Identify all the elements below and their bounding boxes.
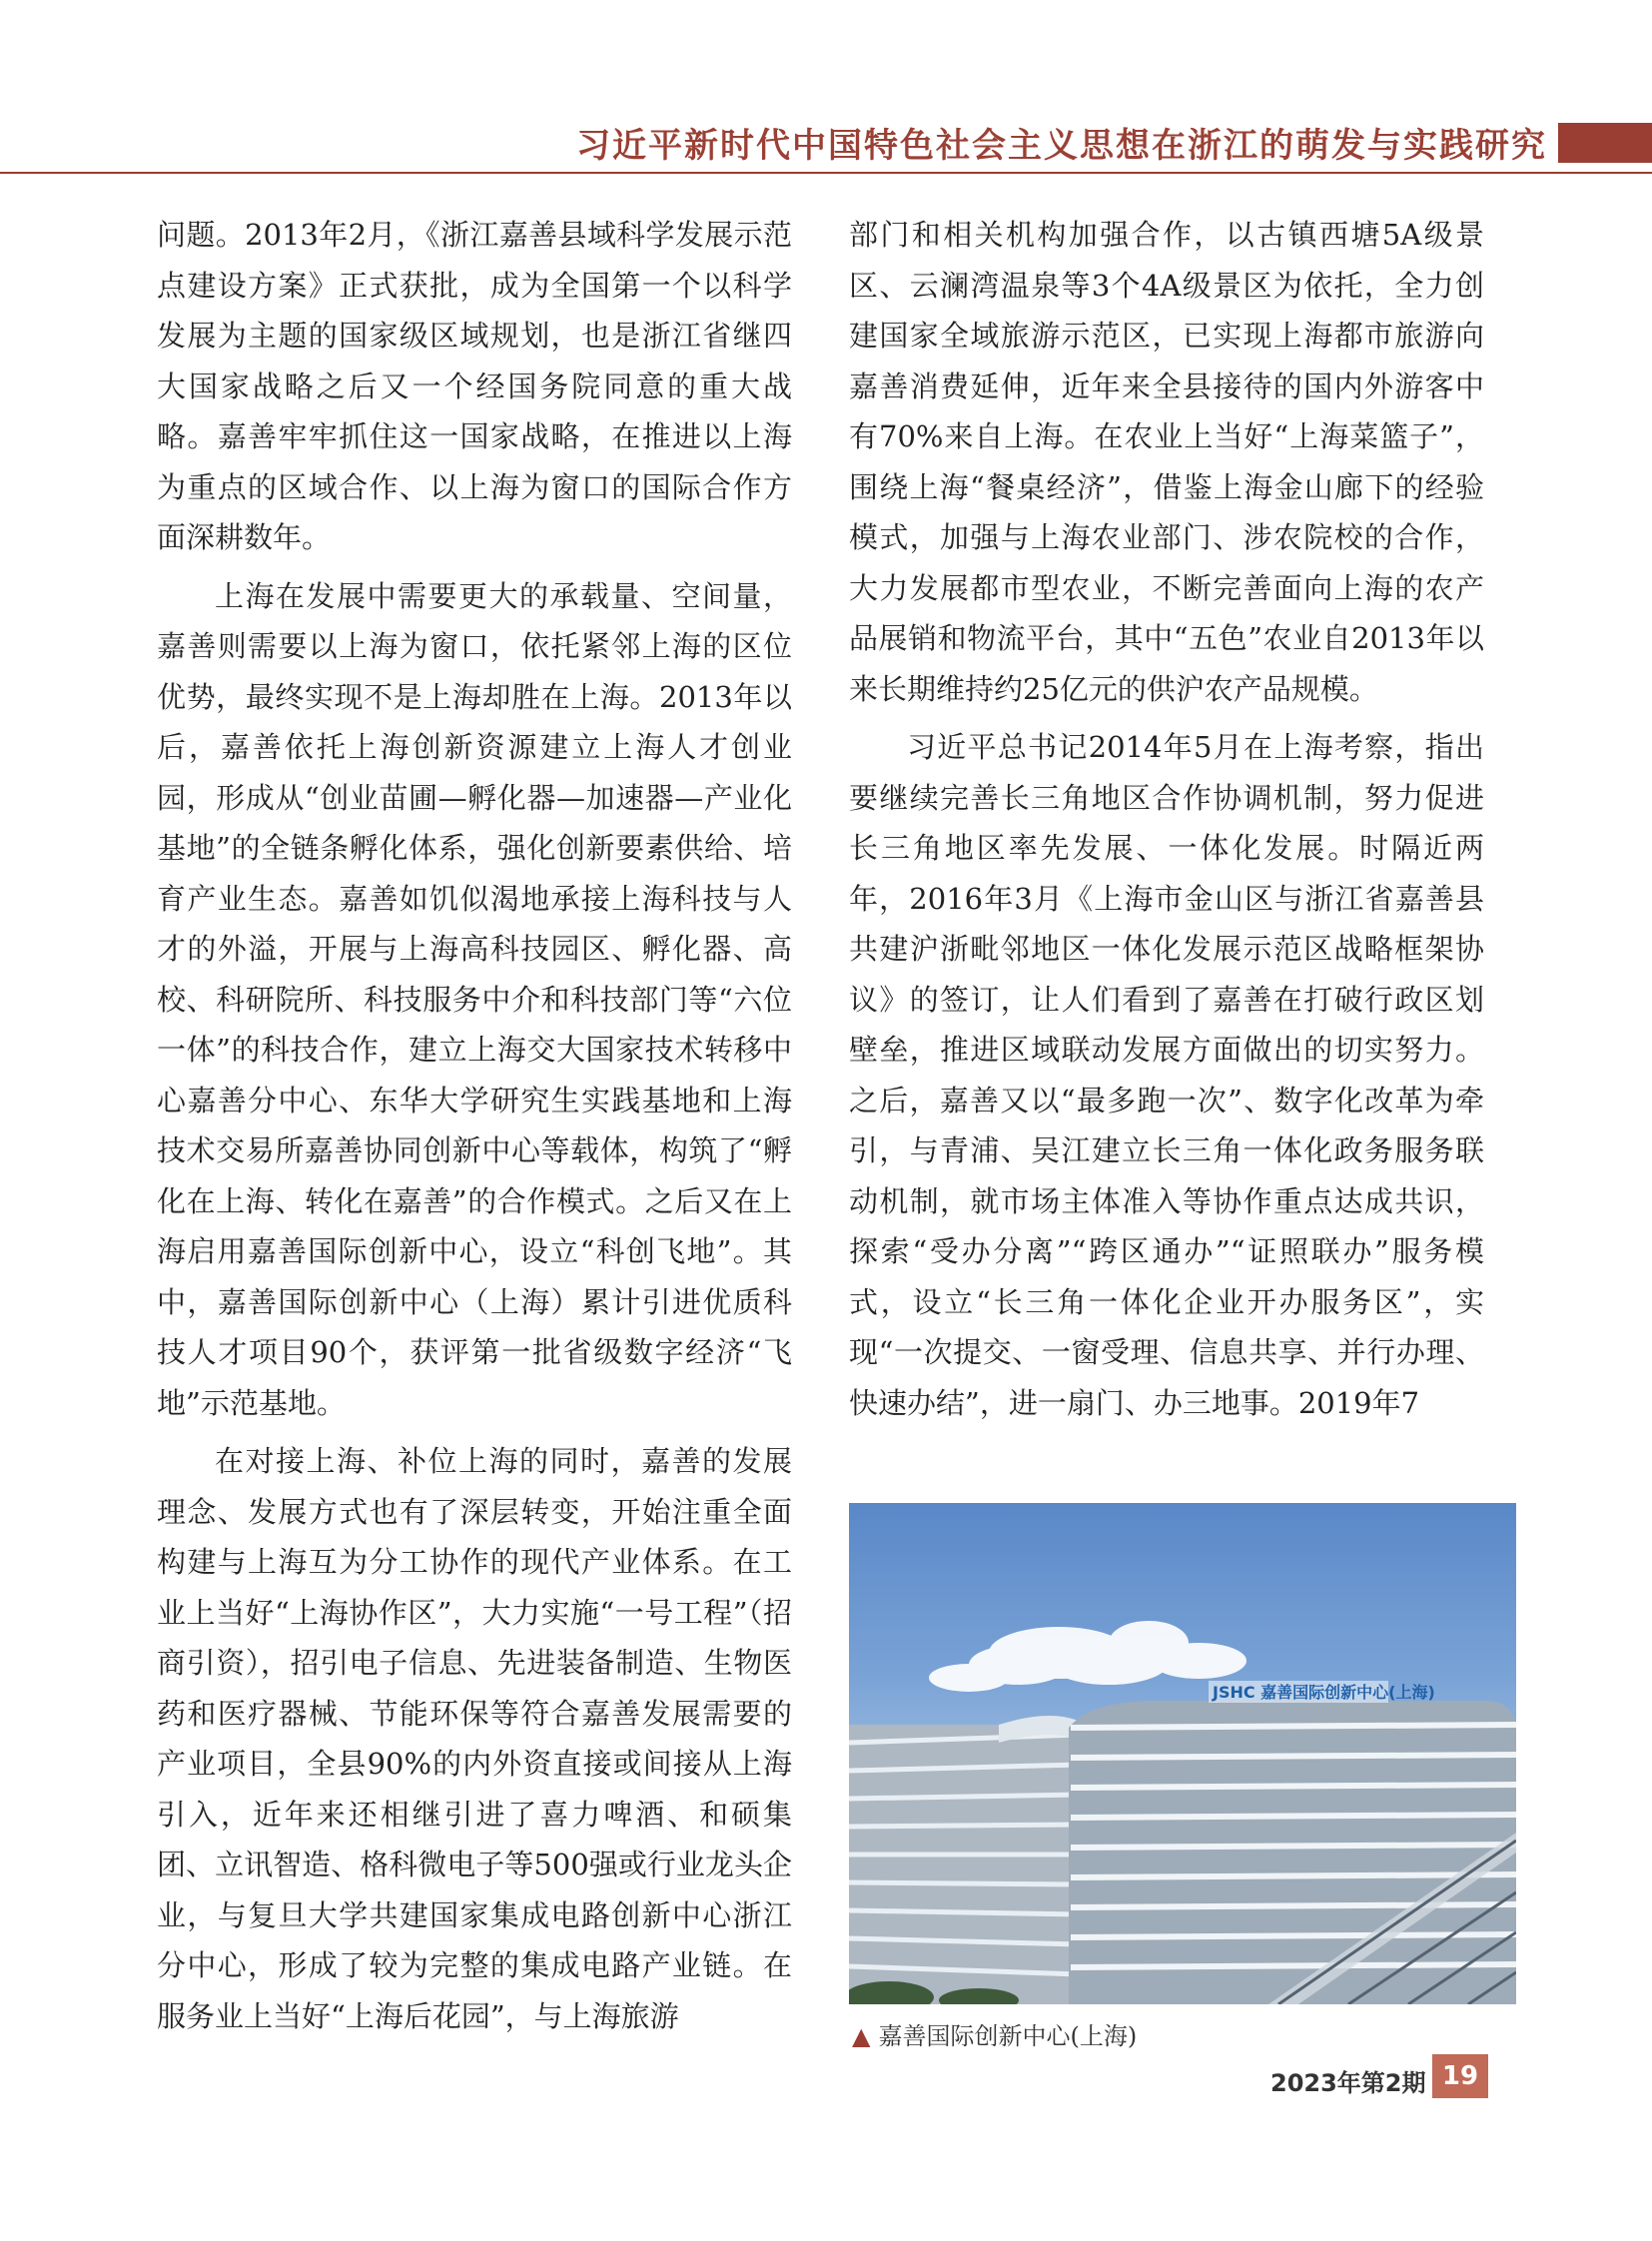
page-number: 19 bbox=[1432, 2054, 1488, 2098]
clouds bbox=[929, 1621, 1246, 1692]
right-column bbox=[849, 210, 1484, 1428]
running-header-title: 习近平新时代中国特色社会主义思想在浙江的萌发与实践研究 bbox=[576, 126, 1547, 166]
roof-sign-text: JSHC 嘉善国际创新中心(上海) bbox=[1213, 1683, 1435, 1702]
building-photo bbox=[849, 1503, 1516, 2004]
header-divider bbox=[0, 172, 1652, 174]
caption-text: 嘉善国际创新中心(上海) bbox=[878, 2022, 1138, 2050]
left-building bbox=[849, 1725, 1079, 2004]
left-paragraph-2: 上海在发展中需要更大的承载量、空间量，嘉善则需要以上海为窗口，依托紧邻上海的区位优势，最终实现不是上海却胜在上海。2013年以后，嘉善依托上海创新资源建立上海人才创业园，形成从“创业苗圃—孵化器—加速器—产业化基地”的全链条孵化体系，强化创新要素供给、培育产业生态。嘉善如饥似渴地承接上海科技与人才的外溢，开展与上海高科技园区、孵化器、高校、科研院所、科技服务中介和科技部门等“六位一体”的科技合作，建立上海交大国家技术转移中心嘉善分中心、东华大学研究生实践基地和上海技术交易所嘉善协同创新中心等载体，构筑了“孵化在上海、转化在嘉善”的合作模式。之后又在上海启用嘉善国际创新中心，设立“科创飞地”。其中，嘉善国际创新中心（上海）累计引进优质科技人才项目90个，获评第一批省级数字经济“飞地”示范基地。 bbox=[157, 578, 792, 1420]
main-building bbox=[1069, 1701, 1516, 2004]
photo-caption bbox=[852, 2016, 1137, 2051]
left-paragraph-1: 问题。2013年2月，《浙江嘉善县域科学发展示范点建设方案》正式获批，成为全国第一个以科学发展为主题的国家级区域规划，也是浙江省继四大国家战略之后又一个经国务院同意的重大战略。嘉善牢牢抓住这一国家战略，在推进以上海为重点的区域合作、以上海为窗口的国际合作方面深耕数年。 bbox=[157, 218, 792, 554]
header-accent-bar bbox=[1558, 123, 1652, 163]
right-paragraph-2: 习近平总书记2014年5月在上海考察，指出要继续完善长三角地区合作协调机制，努力促进长三角地区率先发展、一体化发展。时隔近两年，2016年3月《上海市金山区与浙江省嘉善县共建沪浙毗邻地区一体化发展示范区战略框架协议》的签订，让人们看到了嘉善在打破行政区划壁垒，推进区域联动发展方面做出的切实努力。之后，嘉善又以“最多跑一次”、数字化改革为牵引，与青浦、吴江建立长三角一体化政务服务联动机制，就市场主体准入等协作重点达成共识，探索“受办分离”“跨区通办”“证照联办”服务模式，设立“长三角一体化企业开办服务区”，实现“一次提交、一窗受理、信息共享、并行办理、快速办结”，进一扇门、办三地事。2019年7 bbox=[849, 730, 1484, 1420]
right-paragraph-1: 部门和相关机构加强合作，以古镇西塘5A级景区、云澜湾温泉等3个4A级景区为依托，全力创建国家全域旅游示范区，已实现上海都市旅游向嘉善消费延伸，近年来全县接待的国内外游客中有70%来自上海。在农业上当好“上海菜篮子”，围绕上海“餐桌经济”，借鉴上海金山廊下的经验模式，加强与上海农业部门、涉农院校的合作，大力发展都市型农业，不断完善面向上海的农产品展销和物流平台，其中“五色”农业自2013年以来长期维持约25亿元的供沪农产品规模。 bbox=[849, 218, 1484, 706]
caption-triangle-icon: ▲ bbox=[852, 2022, 871, 2050]
left-paragraph-3: 在对接上海、补位上海的同时，嘉善的发展理念、发展方式也有了深层转变，开始注重全面构建与上海互为分工协作的现代产业体系。在工业上当好“上海协作区”，大力实施“一号工程”（招商引资），招引电子信息、先进装备制造、生物医药和医疗器械、节能环保等符合嘉善发展需要的产业项目，全县90%的内外资直接或间接从上海引入，近年来还相继引进了喜力啤酒、和硕集团、立讯智造、格科微电子等500强或行业龙头企业，与复旦大学共建国家集成电路创新中心浙江分中心，形成了较为完整的集成电路产业链。在服务业上当好“上海后花园”，与上海旅游 bbox=[157, 1444, 792, 2033]
left-column bbox=[157, 210, 792, 2041]
building-illustration bbox=[849, 1503, 1516, 2004]
issue-label: 2023年第2期 bbox=[1270, 2069, 1426, 2097]
